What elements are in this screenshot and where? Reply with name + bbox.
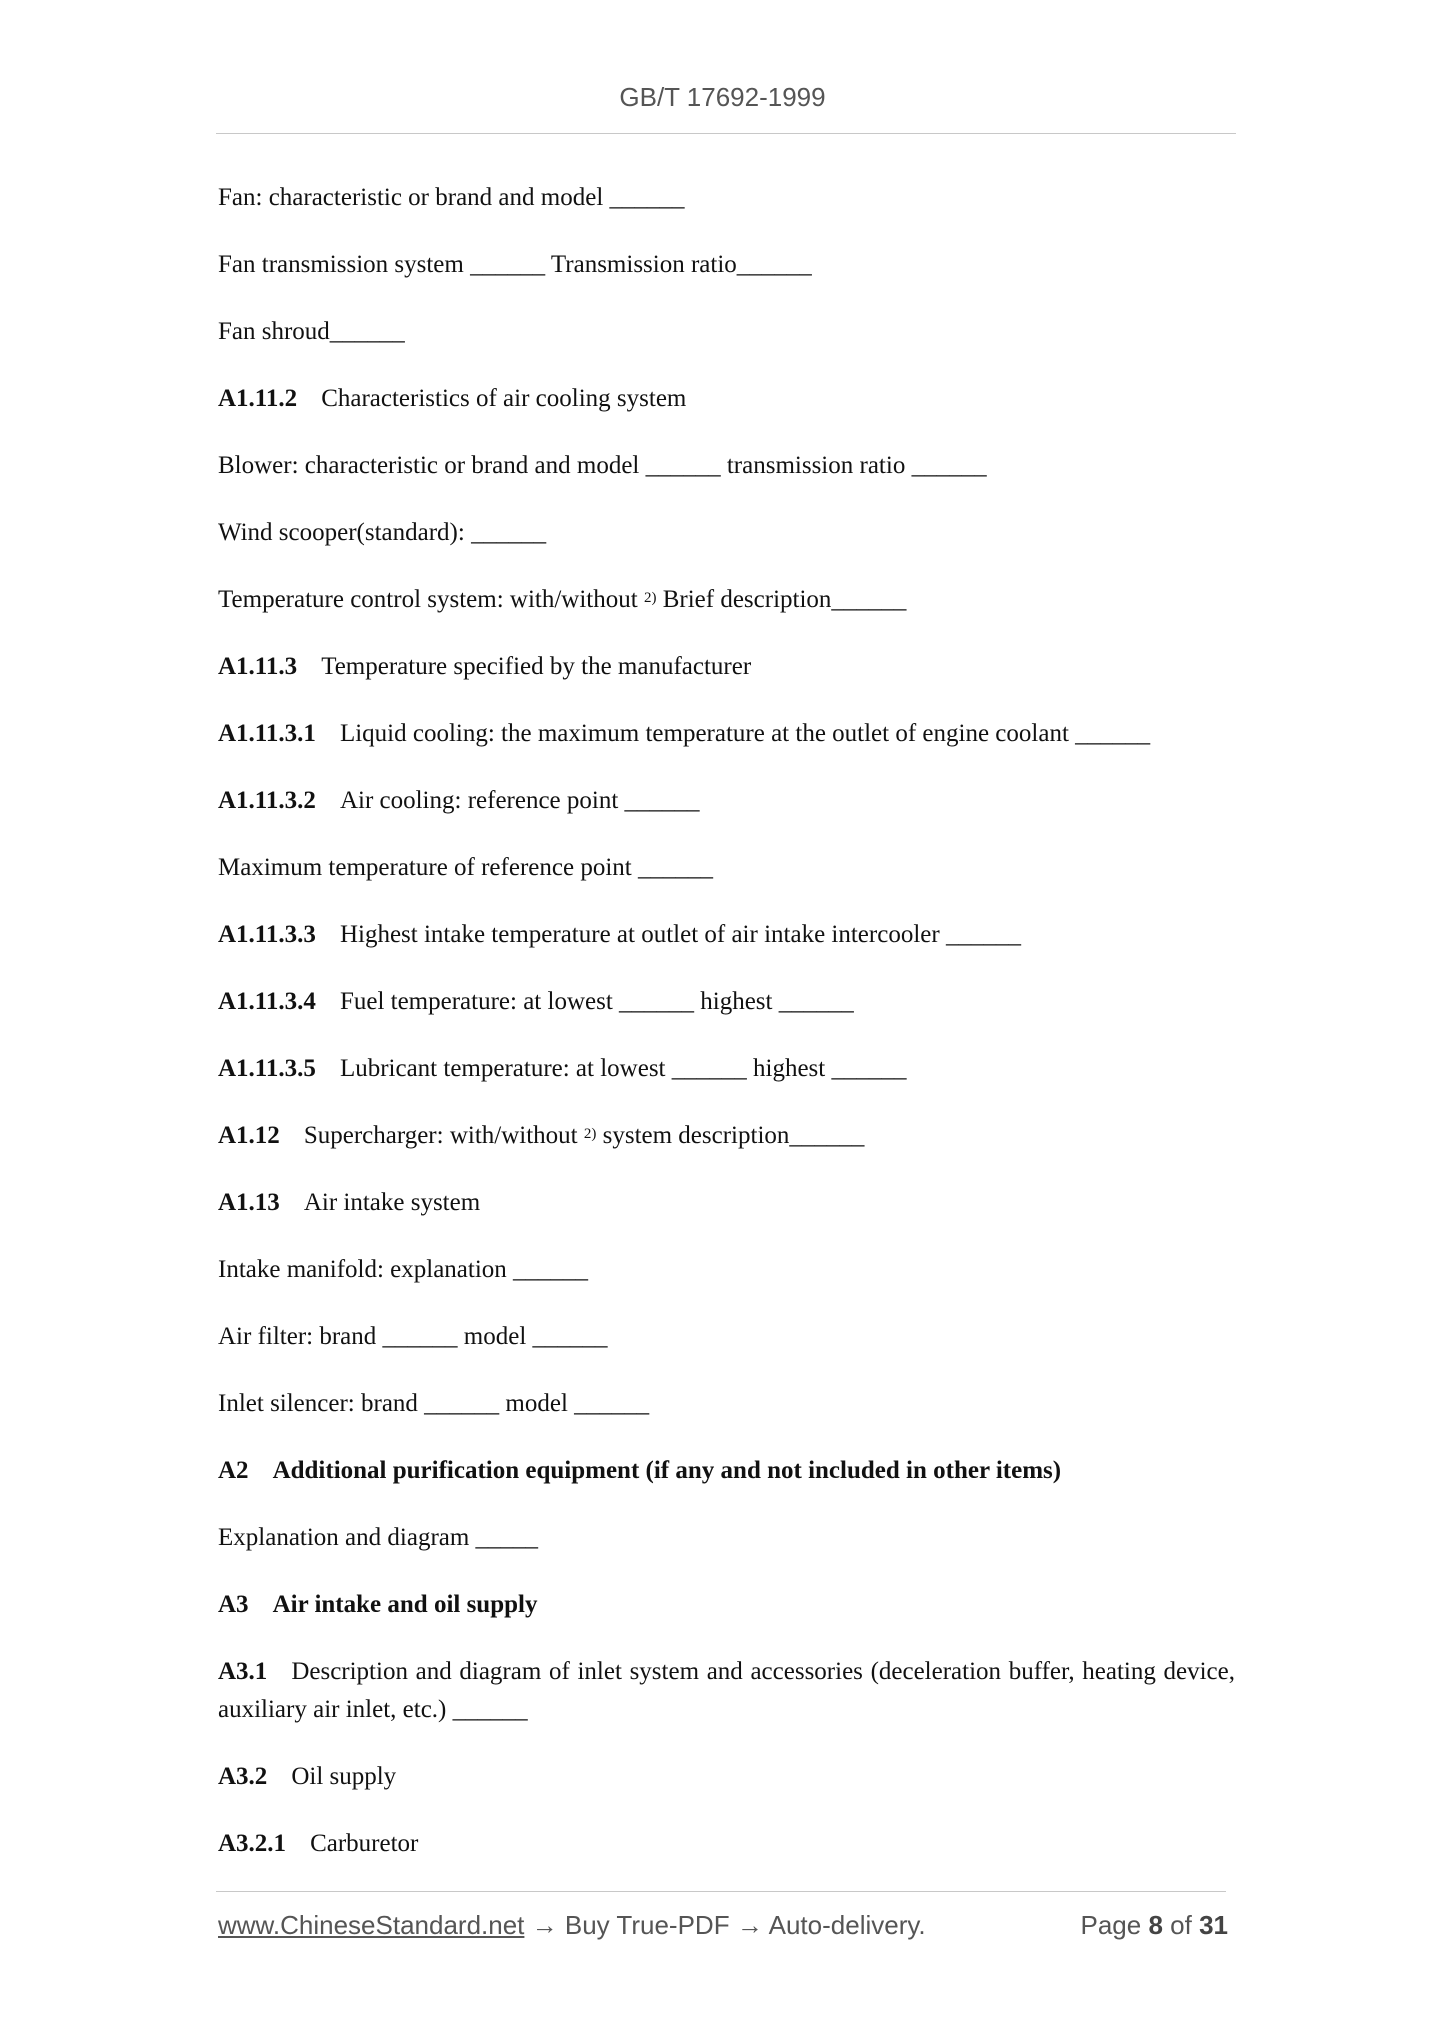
arrow-icon: → xyxy=(736,1910,763,1940)
footnote-ref: 2) xyxy=(583,1126,597,1142)
line-text: Explanation and diagram _____ xyxy=(218,1524,539,1551)
line-text: Air intake system xyxy=(303,1189,481,1216)
section-heading xyxy=(218,1050,1235,1088)
page-indicator xyxy=(1080,1910,1228,1941)
line-text: Liquid cooling: the maximum temperature at the outlet of engine coolant ______ xyxy=(339,720,1151,747)
text-line xyxy=(218,1385,1235,1423)
line-text: Characteristics of air cooling system xyxy=(321,385,687,412)
text-line xyxy=(218,447,1235,485)
line-text: Intake manifold: explanation ______ xyxy=(218,1256,589,1283)
line-text: Air filter: brand ______ model ______ xyxy=(218,1323,608,1350)
line-text: Fuel temperature: at lowest ______ highest ______ xyxy=(339,988,854,1015)
footer-rule xyxy=(216,1891,1226,1892)
text-line xyxy=(218,1318,1235,1356)
section-heading xyxy=(218,1117,1235,1155)
line-text: Fan shroud______ xyxy=(218,318,405,345)
page-number: 8 xyxy=(1148,1910,1163,1940)
line-text: Highest intake temperature at outlet of air intake intercooler ______ xyxy=(339,921,1021,948)
website-link[interactable]: www.ChineseStandard.net xyxy=(218,1910,525,1940)
footnote-ref: 2) xyxy=(643,590,657,606)
line-text: Inlet silencer: brand ______ model ______ xyxy=(218,1390,650,1417)
section-number: A1.11.3.1 xyxy=(218,720,316,747)
section-number: A2 xyxy=(218,1457,249,1484)
section-heading xyxy=(218,1586,1235,1624)
section-heading xyxy=(218,1758,1235,1796)
line-text: system description______ xyxy=(602,1122,865,1149)
page-label: Page xyxy=(1080,1910,1142,1940)
section-heading xyxy=(218,1825,1235,1863)
line-text: Supercharger: with/without xyxy=(303,1122,578,1149)
section-heading xyxy=(218,916,1235,954)
line-text: Temperature control system: with/without xyxy=(218,586,638,613)
page-total: 31 xyxy=(1199,1910,1228,1940)
section-number: A3.2 xyxy=(218,1763,268,1790)
text-line xyxy=(218,514,1235,552)
page-footer xyxy=(218,1910,1228,1941)
line-text: Carburetor xyxy=(310,1830,419,1857)
section-number: A3 xyxy=(218,1591,249,1618)
section-number: A1.11.3 xyxy=(218,653,298,680)
line-text: Brief description______ xyxy=(662,586,907,613)
delivery-text: Auto-delivery. xyxy=(768,1910,926,1940)
section-number: A1.11.3.2 xyxy=(218,787,316,814)
section-number: A1.11.2 xyxy=(218,385,298,412)
line-text: Lubricant temperature: at lowest ______ highest ______ xyxy=(339,1055,907,1082)
section-number: A1.11.3.4 xyxy=(218,988,316,1015)
line-text: Description and diagram of inlet system and accessories (deceleration buffer, heating device, auxiliary air inlet, etc.) ______ xyxy=(218,1658,1235,1723)
section-number: A1.12 xyxy=(218,1122,280,1149)
text-line xyxy=(218,1251,1235,1289)
section-number: A1.13 xyxy=(218,1189,280,1216)
section-heading xyxy=(218,1452,1235,1490)
line-text: Wind scooper(standard): ______ xyxy=(218,519,547,546)
line-text: Temperature specified by the manufacturer xyxy=(321,653,752,680)
line-text: Air intake and oil supply xyxy=(272,1591,538,1618)
section-heading xyxy=(218,380,1235,418)
line-text: Oil supply xyxy=(291,1763,397,1790)
section-heading xyxy=(218,1184,1235,1222)
line-text: Blower: characteristic or brand and model ______ transmission ratio ______ xyxy=(218,452,987,479)
text-line xyxy=(218,179,1235,217)
section-heading xyxy=(218,983,1235,1021)
buy-link: Buy True-PDF xyxy=(564,1910,730,1940)
section-number: A3.1 xyxy=(218,1658,268,1685)
text-line xyxy=(218,1519,1235,1557)
line-text: Additional purification equipment (if any and not included in other items) xyxy=(272,1457,1062,1484)
section-heading xyxy=(218,715,1235,753)
section-heading xyxy=(218,648,1235,686)
section-number: A3.2.1 xyxy=(218,1830,287,1857)
header-rule xyxy=(216,133,1236,134)
line-text: Air cooling: reference point ______ xyxy=(339,787,700,814)
text-line xyxy=(218,581,1235,619)
section-number: A1.11.3.5 xyxy=(218,1055,316,1082)
page-header: GB/T 17692-1999 xyxy=(619,82,826,112)
line-text: Fan transmission system ______ Transmission ratio______ xyxy=(218,251,812,278)
text-line xyxy=(218,246,1235,284)
section-heading xyxy=(218,782,1235,820)
text-line xyxy=(218,313,1235,351)
section-heading xyxy=(218,1653,1235,1729)
line-text: Fan: characteristic or brand and model ______ xyxy=(218,184,685,211)
section-number: A1.11.3.3 xyxy=(218,921,316,948)
of-label: of xyxy=(1170,1910,1192,1940)
line-text: Maximum temperature of reference point ______ xyxy=(218,854,713,881)
arrow-icon: → xyxy=(531,1910,558,1940)
text-line xyxy=(218,849,1235,887)
